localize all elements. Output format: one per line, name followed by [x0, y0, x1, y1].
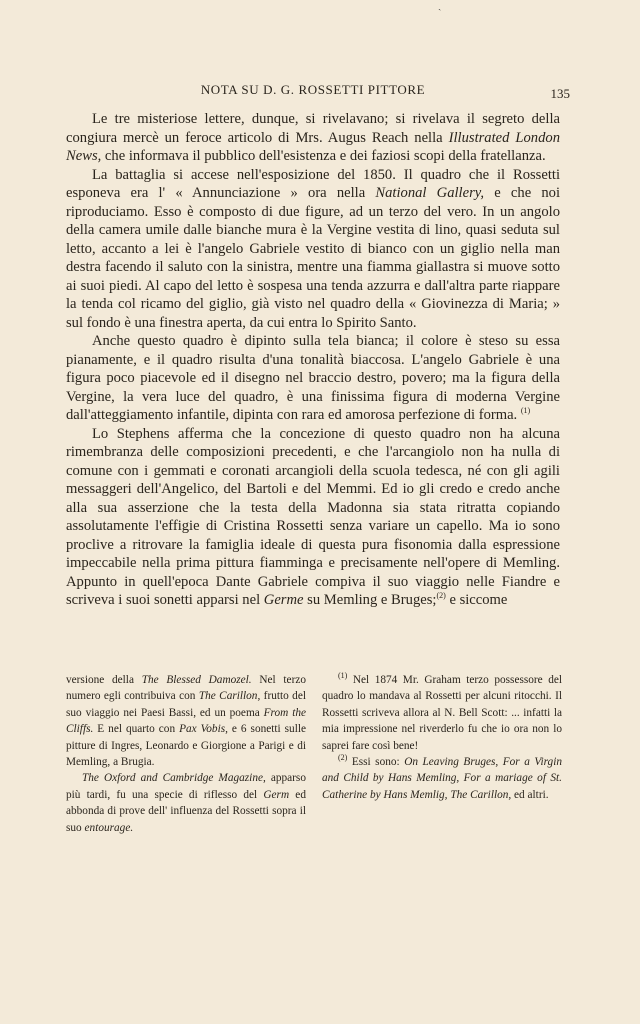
italic-title: Germe: [263, 592, 304, 608]
paragraph-1: [66, 110, 560, 166]
running-title: NOTA SU D. G. ROSSETTI PITTORE: [200, 82, 426, 97]
italic-title: From the Cliffs.: [66, 706, 307, 736]
text: e siccome: [445, 592, 508, 608]
main-text: [66, 110, 560, 610]
text: Lo Stephens afferma che la concezione di questo quadro non ha alcuna rimembranza delle composizioni precedenti, e che l'arcangiolo non ha nulla di comune con i gemmati e coronati arcangioli della scuola tedesca, né con gli agili messaggeri dell'Angelico, del Bartoli e del Memmi. Ed io gli credo e credo anche alla sua asserzione che la testa della Madonna sia stata ritratta copiando assolutamente l'effigie di Cristina Rossetti senza variare un capello. Ma io sono proclive a ritrovare la famiglia ideale di questa pura fisonomia dalla espressione impeccabile nella prima pittura fiamminga e precisamente nell'opere di Memling. Appunto in quell'epoca Dante Gabriele compiva il suo viaggio nelle Fiandre e scriveva i suoi sonetti apparsi nel: [66, 425, 560, 608]
italic-title: The Blessed Damozel.: [141, 674, 252, 686]
italic-title: entourage.: [84, 821, 134, 834]
italic-title: The Carillon,: [198, 690, 261, 703]
text: Essi sono:: [347, 756, 405, 769]
footnote-ref-1: (1): [520, 406, 531, 416]
italic-title: On Leaving Bruges, For a Virgin and Child by Hans Memling, For a mariage of St. Catherine by Hans Memlig, The Carillon,: [322, 756, 562, 801]
italic-title: The Oxford and Cambridge Magazine,: [82, 772, 266, 785]
ink-mark: ˏ: [438, 0, 442, 11]
footnotes-right-column: [322, 672, 562, 803]
page-header: [66, 82, 570, 102]
page-number: 135: [550, 86, 570, 101]
text: frutto del suo viaggio nei Paesi Bassi, ed un poema: [66, 690, 306, 719]
footnote-marker: (1): [338, 671, 348, 681]
footnote-1: [322, 672, 562, 754]
italic-title: Germ: [263, 788, 290, 801]
text: e che noi riproduciamo. Esso è composto di due figure, ad un terzo del vero. In un angolo della camera umile dalle bianche mura è la Vergine vestita di lino, quasi seduta sul letto, accanto a lei è l'angelo Gabriele vestito di bianco con un giglio nella man destra facendo il saluto con la sinistra, mentre una fiamma giallastra si muove sotto ai suoi piedi. Al capo del letto è sospesa una tenda azzurra e dall'altra parte riappare la tenda col ricamo del giglio, già visto nel quadro della « Giovinezza di Maria; » sul fondo è una finestra aperta, da cui entra lo Spirito Santo.: [66, 185, 561, 331]
italic-title: Pax Vobis,: [179, 723, 228, 736]
footnotes-left-column: [66, 672, 306, 836]
footnote-2: [322, 754, 562, 803]
footnote-ref-2: (2): [436, 591, 446, 601]
text: ed altri.: [511, 788, 549, 801]
text: E nel quarto con: [93, 723, 180, 736]
paragraph-2: [66, 166, 560, 333]
text: apparso più tardi, fu una specie di riflesso del: [66, 772, 306, 801]
text: Anche questo quadro è dipinto sulla tela bianca; il colore è steso su essa pianamente, e il quadro risulta d'una tonalità biaccosa. L'angelo Gabriele è una figura poco piacevole ed il disegno nel braccio destro, povero; ma la figura della Vergine, la vera luce del quadro, è una finissima figura di moderna Vergine dall'atteggiamento infantile, dipinta con rara ed amorosa perfezione di forma.: [66, 333, 560, 423]
text: e 6 sonetti sulle pitture di Ingres, Leonardo e Giorgione a Parigi e di Memling, a Brugia.: [66, 723, 306, 769]
footnote-paragraph: [66, 770, 306, 836]
italic-title: National Gallery,: [375, 185, 485, 201]
text: su Memling e Bruges;: [303, 592, 437, 608]
text: Le tre misteriose lettere, dunque, si rivelavano; si rivelava il segreto della congiura mercè un feroce articolo di Mrs. Augus Reach nella: [66, 111, 560, 146]
text: versione della: [66, 674, 142, 686]
text: che informava il pubblico dell'esistenza e dei faziosi scopi della fratellanza.: [101, 148, 546, 164]
text: Nel terzo numero egli contribuiva con: [66, 674, 306, 703]
paragraph-4: [66, 425, 560, 610]
text: La battaglia si accese nell'esposizione del 1850. Il quadro che il Rossetti esponeva era l' « Annunciazione » ora nella: [66, 166, 560, 201]
text: Nel 1874 Mr. Graham terzo possessore del quadro lo mandava al Rossetti per alcuni ritocchi. Il Rossetti scriveva allora al N. Bell Scott: ... infatti la mia impressione nel riverderlo fu che io ora non lo saprei fare così bene!: [322, 674, 562, 752]
italic-title: Illustrated London News,: [66, 129, 560, 164]
footnote-continuation: [66, 672, 306, 770]
paragraph-3: [66, 332, 560, 425]
footnote-marker: (2): [338, 753, 348, 763]
text: ed abbonda di prove dell' influenza del Rossetti sopra il suo: [66, 788, 306, 834]
